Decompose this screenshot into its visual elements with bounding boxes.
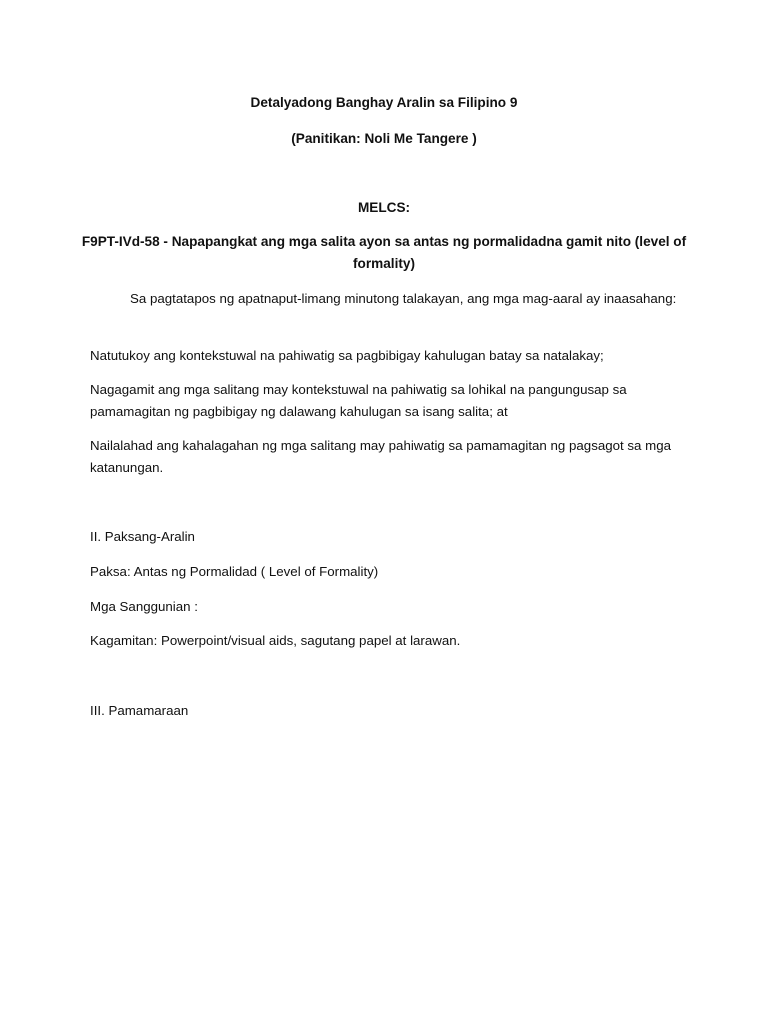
objective-1: Natutukoy ang kontekstuwal na pahiwatig sa pagbibigay kahulugan batay sa natalakay; [90, 348, 604, 363]
sanggunian-line: Mga Sanggunian : [90, 599, 198, 614]
objective-3: Nailalahad ang kahalagahan ng mga salitang may pahiwatig sa pamamagitan ng pagsagot sa mga katanungan. [90, 438, 672, 475]
competency-code: F9PT-IVd-58 - Napapangkat ang mga salita ayon sa antas ng pormalidadna gamit nito (level of formality) [81, 234, 687, 271]
intro-paragraph: Sa pagtatapos ng apatnaput-limang minutong talakayan, ang mga mag-aaral ay inaasahang: [130, 291, 677, 306]
document-subtitle: (Panitikan: Noli Me Tangere ) [291, 131, 477, 146]
section-three-heading: III. Pamamaraan [90, 703, 189, 718]
objective-2: Nagagamit ang mga salitang may kontekstuwal na pahiwatig sa lohikal na pangungusap sa pamamagitan ng pagbibigay ng dalawang kahulugan sa isang salita; at [90, 382, 627, 419]
paksa-line: Paksa: Antas ng Pormalidad ( Level of Formality) [90, 564, 379, 579]
section-two-heading: II. Paksang-Aralin [90, 529, 195, 544]
document-title: Detalyadong Banghay Aralin sa Filipino 9 [250, 95, 518, 110]
kagamitan-line: Kagamitan: Powerpoint/visual aids, sagutang papel at larawan. [90, 633, 461, 648]
melcs-heading: MELCS: [357, 200, 411, 215]
